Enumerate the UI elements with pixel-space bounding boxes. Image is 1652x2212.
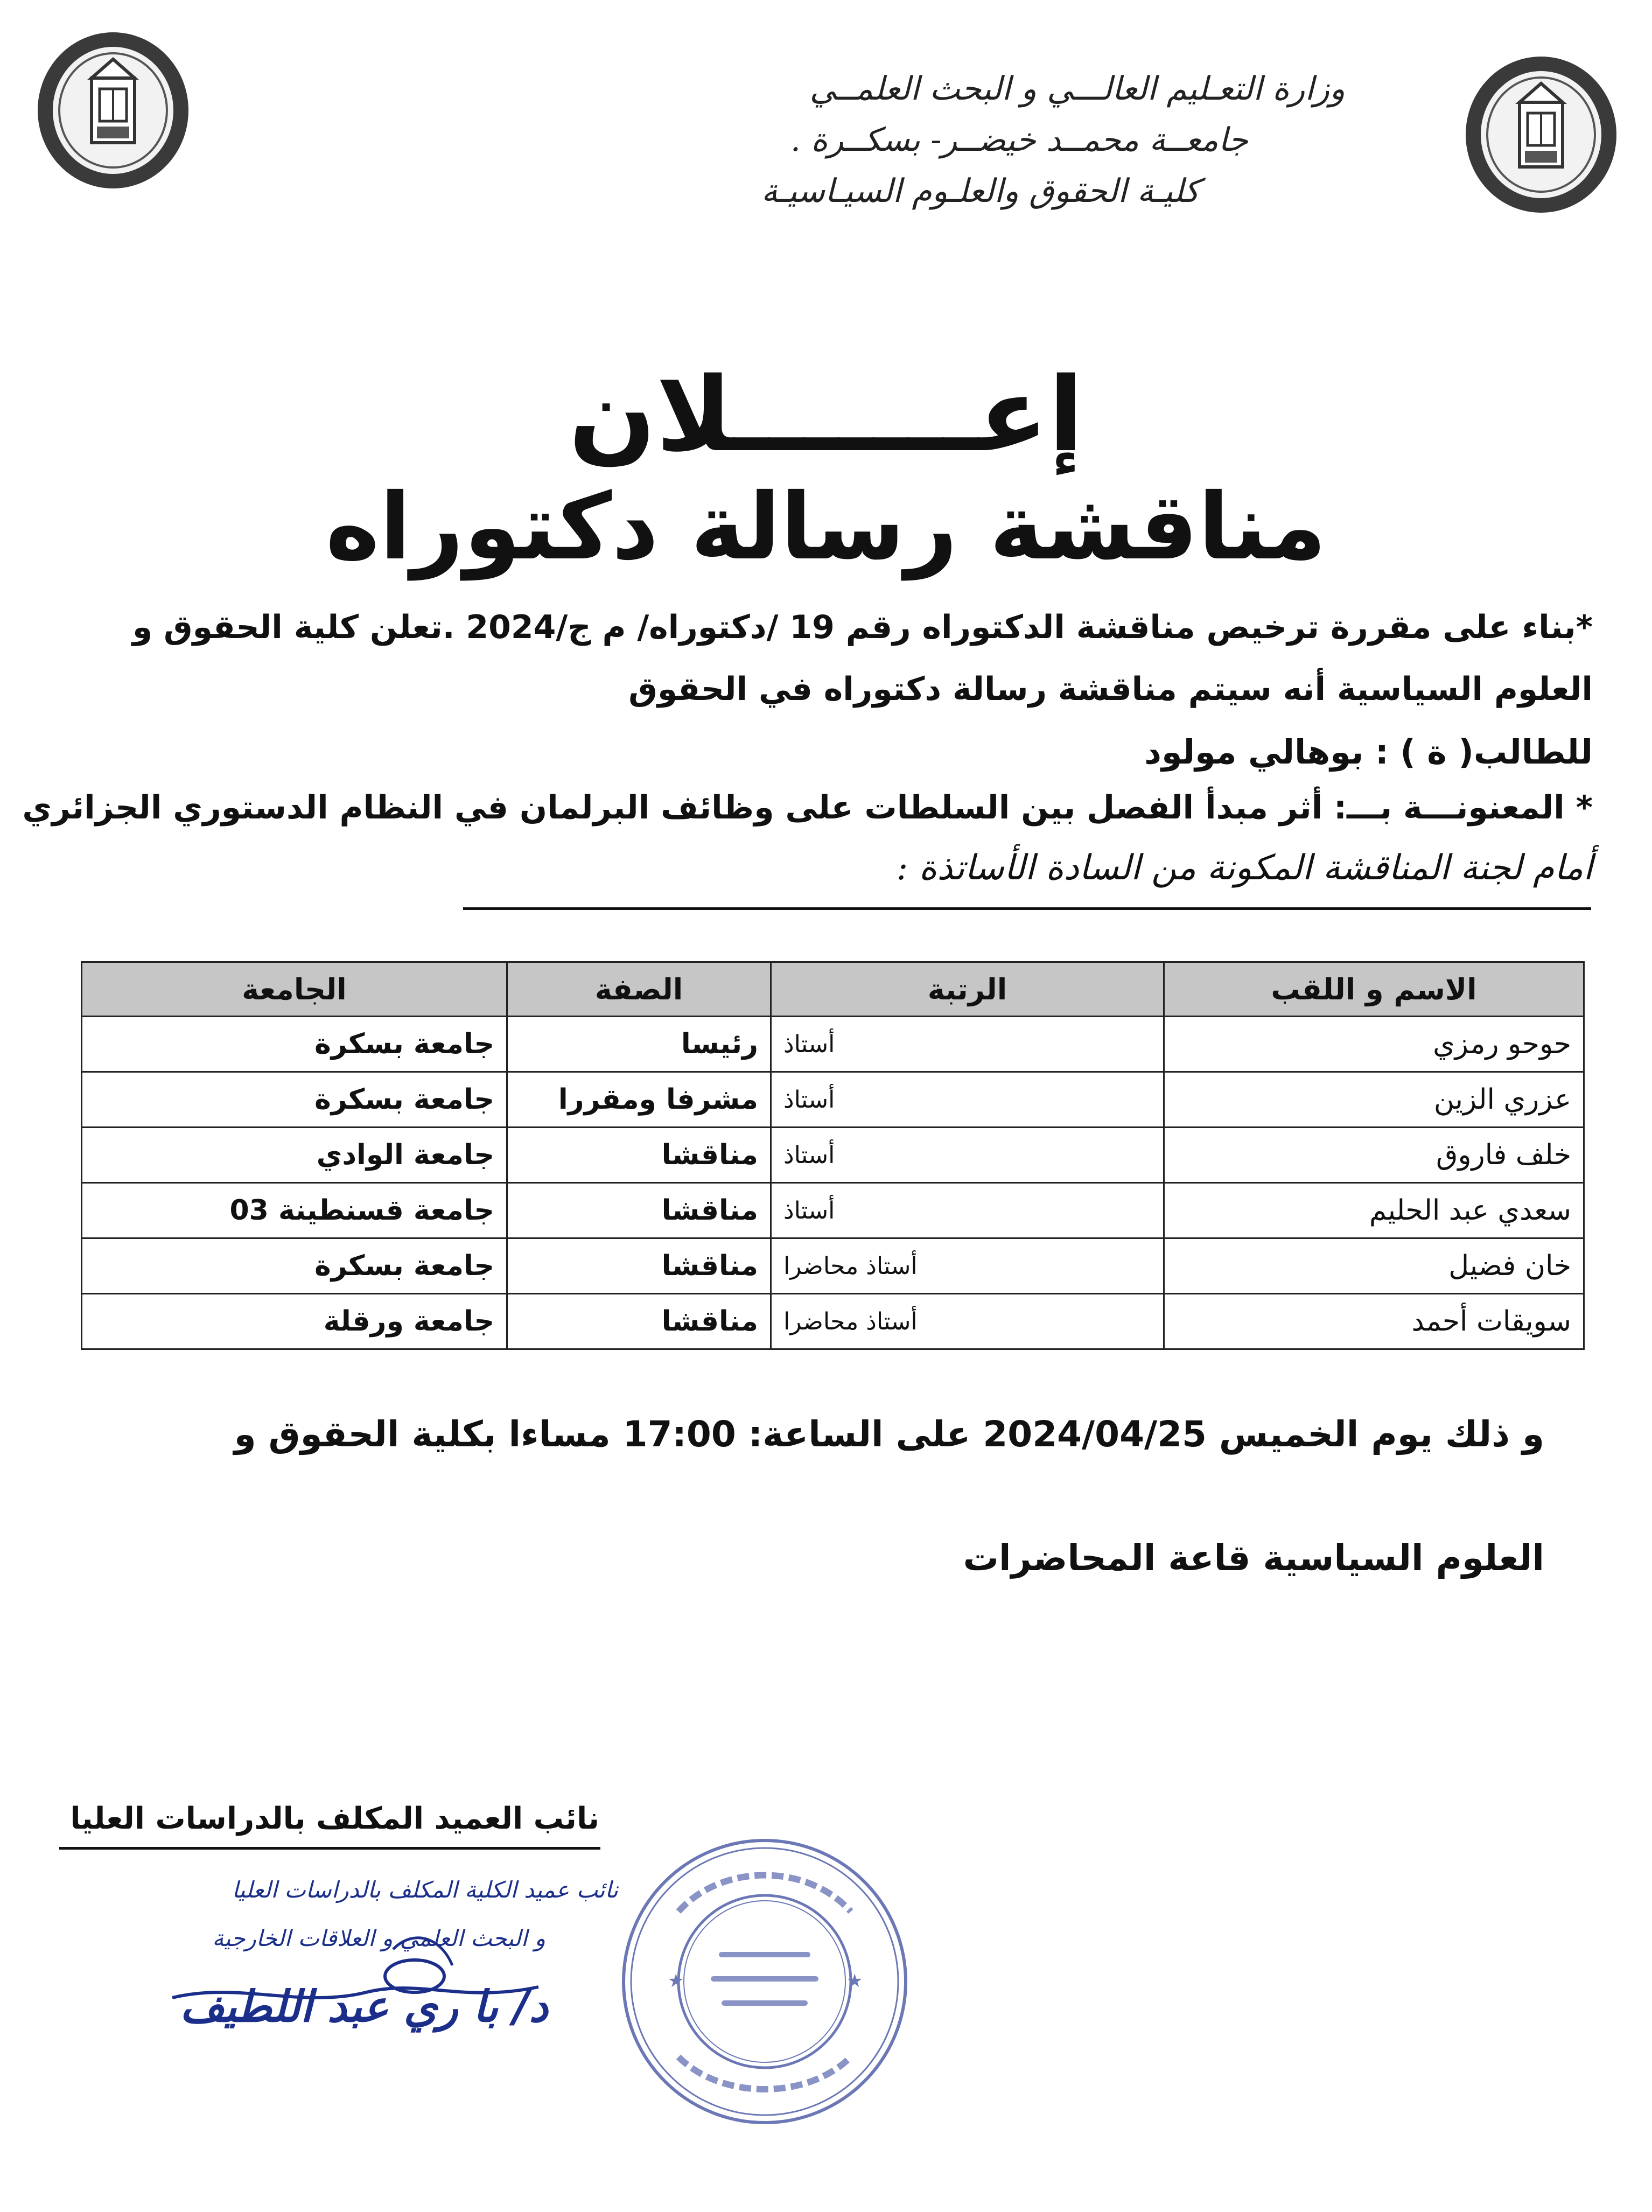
member-name: خان فضيل <box>1164 1238 1584 1294</box>
member-name: سعدي عبد الحليم <box>1164 1183 1584 1238</box>
member-university: جامعة بسكرة <box>82 1017 507 1072</box>
member-role: رئيسا <box>507 1017 771 1072</box>
header-faculty: كليـة الحقوق والعلـوم السيـاسيـة <box>761 172 1200 210</box>
university-logo-left <box>32 30 194 193</box>
intro-line-1: *بناء على مقررة ترخيص مناقشة الدكتوراه رقم 19 /دكتوراه/ م ج/2024 .تعلن كلية الحقوق و <box>132 608 1593 646</box>
student-name: للطالب( ة ) : بوهالي مولود <box>1144 732 1593 772</box>
header-university: جامعــة محمــد خيضــر- بسكــرة . <box>790 121 1248 159</box>
table-row <box>82 1072 1584 1128</box>
member-rank: أستاذ <box>771 1128 1164 1183</box>
svg-text:★: ★ <box>668 1970 684 1992</box>
member-university: جامعة الوادي <box>82 1128 507 1183</box>
signature-title: نائب العميد المكلف بالدراسات العليا <box>70 1801 599 1836</box>
member-role: مناقشا <box>507 1183 771 1238</box>
table-row <box>82 1238 1584 1294</box>
member-role: مناقشا <box>507 1294 771 1349</box>
table-row <box>82 1294 1584 1349</box>
member-role: مناقشا <box>507 1128 771 1183</box>
member-name: خلف فاروق <box>1164 1128 1584 1183</box>
jury-table <box>81 961 1585 1350</box>
handwritten-role-line-1: نائب عميد الكلية المكلف بالدراسات العليا <box>232 1877 618 1903</box>
member-rank: أستاذ <box>771 1183 1164 1238</box>
member-university: جامعة بسكرة <box>82 1072 507 1128</box>
member-role: مشرفا ومقررا <box>507 1072 771 1128</box>
header-ministry: وزارة التعـليم العالـــي و البحث العلمــي <box>809 70 1345 108</box>
schedule-line-2: العلوم السياسية قاعة المحاضرات <box>963 1537 1544 1579</box>
thesis-title: * المعنونـــة بـــ: أثر مبدأ الفصل بين السلطات على وظائف البرلمان في النظام الدستوري الجزائري <box>22 789 1593 827</box>
university-logo-right <box>1460 54 1622 218</box>
member-university: جامعة بسكرة <box>82 1238 507 1294</box>
member-name: سويقات أحمد <box>1164 1294 1584 1349</box>
member-university: جامعة قسنطينة 03 <box>82 1183 507 1238</box>
member-rank: أستاذ محاضرا <box>771 1238 1164 1294</box>
member-name: حوحو رمزي <box>1164 1017 1584 1072</box>
member-rank: أستاذ محاضرا <box>771 1294 1164 1349</box>
announcement-title: إعـــــــلان <box>569 355 1083 474</box>
university-seal-icon <box>1460 54 1622 215</box>
official-stamp-icon <box>614 1831 915 2132</box>
committee-underline <box>463 907 1591 910</box>
university-seal-icon <box>32 30 194 191</box>
handwritten-role-line-2: و البحث العلمي و العلاقات الخارجية <box>212 1925 545 1951</box>
table-header-row <box>82 962 1584 1017</box>
member-rank: أستاذ <box>771 1017 1164 1072</box>
signature-title-underline <box>59 1847 600 1850</box>
member-role: مناقشا <box>507 1238 771 1294</box>
intro-line-2: العلوم السياسية أنه سيتم مناقشة رسالة دكتوراه في الحقوق <box>628 670 1593 708</box>
table-row <box>82 1128 1584 1183</box>
handwritten-name: د/ با ري عبد اللطيف <box>180 1982 548 2032</box>
svg-text:★: ★ <box>846 1970 863 1992</box>
announcement-subtitle: مناقشة رسالة دكتوراه <box>325 474 1327 580</box>
header-role: الصفة <box>507 962 771 1017</box>
member-name: عزري الزين <box>1164 1072 1584 1128</box>
schedule-line-1: و ذلك يوم الخميس 2024/04/25 على الساعة: 17:00 مساءا بكلية الحقوق و <box>234 1413 1544 1455</box>
member-university: جامعة ورقلة <box>82 1294 507 1349</box>
table-row <box>82 1183 1584 1238</box>
table-row <box>82 1017 1584 1072</box>
header-university: الجامعة <box>82 962 507 1017</box>
member-rank: أستاذ <box>771 1072 1164 1128</box>
header-rank: الرتبة <box>771 962 1164 1017</box>
header-name: الاسم و اللقب <box>1164 962 1584 1017</box>
committee-heading: أمام لجنة المناقشة المكونة من السادة الأساتذة : <box>896 848 1593 888</box>
